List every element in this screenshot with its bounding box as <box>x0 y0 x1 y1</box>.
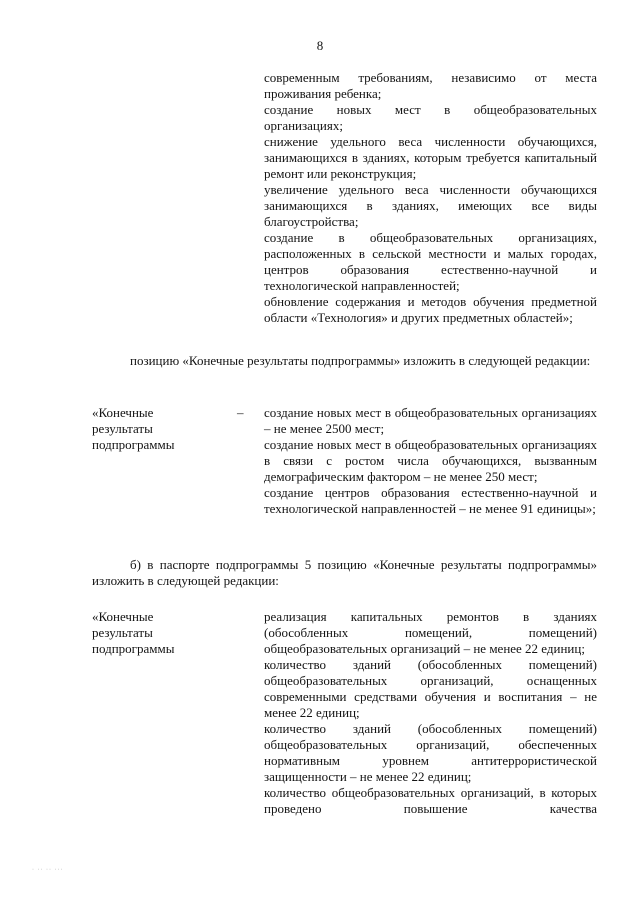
list-item: создание центров образования естественно-научной и технологической направленностей – не менее 91 единицы»; <box>264 485 597 516</box>
list-item: количество общеобразовательных организаций, в которых проведено повышение качества <box>264 785 597 816</box>
list-item: количество зданий (обособленных помещений) общеобразовательных организаций, обеспеченных нормативным уровнем антитеррористической защищенности – не менее 22 единиц; <box>264 721 597 784</box>
list-item: снижение удельного веса численности обучающихся, занимающихся в зданиях, которым требуется капитальный ремонт или реконструкция; <box>264 134 597 181</box>
label-line: результаты <box>92 625 153 640</box>
position-label <box>92 609 242 657</box>
label-line: подпрограммы <box>92 641 175 656</box>
label-line: «Конечные <box>92 405 154 420</box>
page-number: 8 <box>316 38 324 53</box>
list-item: увеличение удельного веса численности обучающихся занимающихся в зданиях, имеющих все виды благоустройства; <box>264 182 597 229</box>
results-list <box>264 609 597 817</box>
label-line: «Конечные <box>92 609 154 624</box>
list-item: современным требованиям, независимо от места проживания ребенка; <box>264 70 597 101</box>
list-item: количество зданий (обособленных помещений) общеобразовательных организаций, оснащенных современными средствами обучения и воспитания – не менее 22 единиц; <box>264 657 597 720</box>
separator-dash: – <box>237 405 244 420</box>
list-item: создание новых мест в общеобразовательных организациях; <box>264 102 597 133</box>
position-label <box>92 405 242 453</box>
list-item: создание новых мест в общеобразовательных организациях – не менее 2500 мест; <box>264 405 597 436</box>
instruction-paragraph: позицию «Конечные результаты подпрограммы» изложить в следующей редакции: <box>130 353 591 368</box>
list-item: реализация капитальных ремонтов в зданиях (обособленных помещений, помещений) общеобразовательных организаций – не менее 22 единиц; <box>264 609 597 656</box>
results-list <box>264 405 597 517</box>
instruction-paragraph: б) в паспорте подпрограммы 5 позицию «Конечные результаты подпрограммы» изложить в следующей редакции: <box>92 557 597 588</box>
goals-list <box>264 70 597 326</box>
scan-mark: · ·· ·· ··· <box>32 867 64 873</box>
label-line: подпрограммы <box>92 437 175 452</box>
list-item: обновление содержания и методов обучения предметной области «Технология» и других предметных областей»; <box>264 294 597 325</box>
label-line: результаты <box>92 421 153 436</box>
list-item: создание новых мест в общеобразовательных организациях в связи с ростом числа обучающихся, вызванным демографическим фактором – не менее 250 мест; <box>264 437 597 484</box>
list-item: создание в общеобразовательных организациях, расположенных в сельской местности и малых городах, центров образования естественно-научной и технологической направленностей; <box>264 230 597 293</box>
